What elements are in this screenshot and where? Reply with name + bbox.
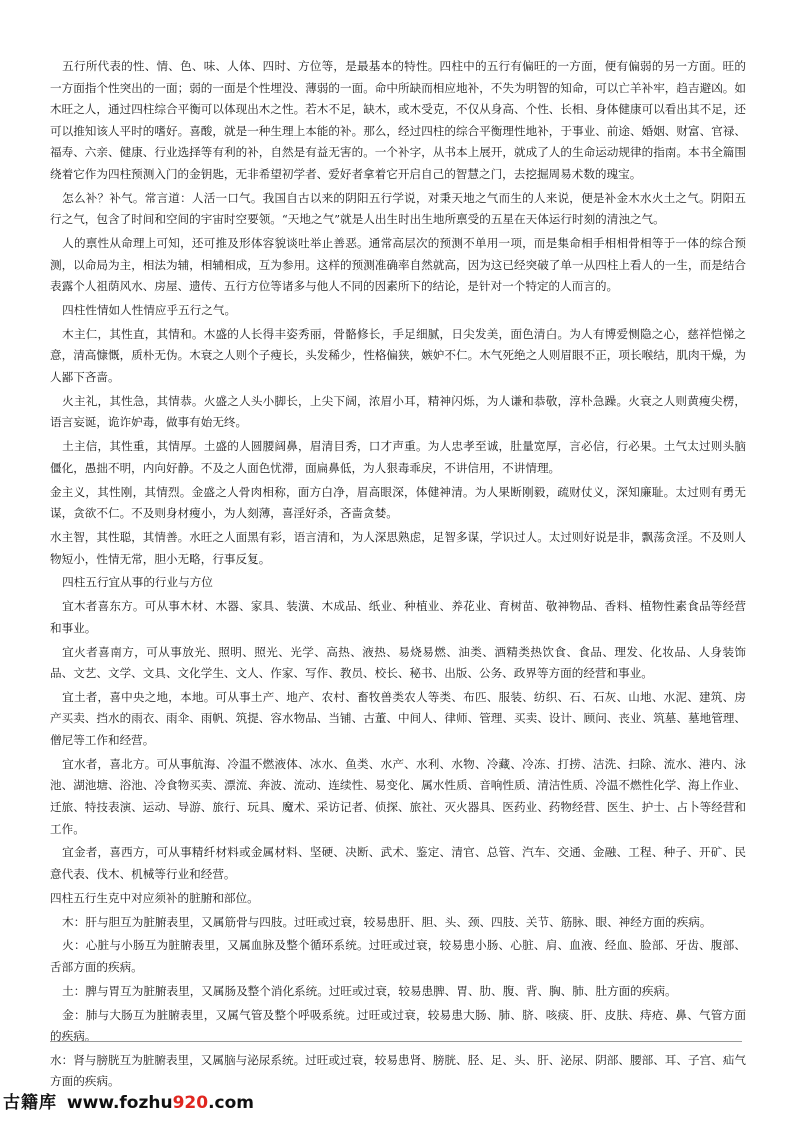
paragraph-water-trade: 宜水者，喜北方。可从事航海、冷温不燃液体、冰水、鱼类、水产、水利、水物、冷藏、冷冻、打捞、洁洗、扫除、流水、港内、泳池、湖池塘、浴池、冷食物买卖、漂流、奔波、流动、连续性、易变化、属水性质、音响性质、清洁性质、冷温不燃性化学、海上作业、迁旅、特技表演、运动、导游、旅行、玩具、魔术、采访记者、侦探、旅社、灭火器具、医药业、药物经营、医生、护士、占卜等经营和工作。 — [50, 756, 746, 836]
url-prefix: www.fozhu — [66, 1093, 173, 1113]
paragraph-wood: 木主仁，其性直，其情和。木盛的人长得丰姿秀丽，骨骼修长，手足细腻，日尖发美，面色清白。为人有博爱恻隐之心，慈祥恺悌之意，清高慷慨，质朴无伪。木衰之人则个子瘦长，头发稀少，性格偏狭，嫉妒不仁。木气死绝之人则眉眼不正，项长喉结，肌肉干燥，为人鄙下吝啬。 — [50, 326, 746, 385]
paragraph: 五行所代表的性、情、色、味、人体、四时、方位等，是最基本的特性。四柱中的五行有偏旺的一方面，便有偏弱的另一方面。旺的一方面指个性突出的一面；弱的一面是个性埋没、薄弱的一面。命中所缺而相应地补，不失为明智的知命，可以亡羊补牢，趋吉避凶。如木旺之人，通过四柱综合平衡可以体现出木之性。若木不足，缺木，或木受克，不仅从身高、个性、长相、身体健康可以看出其不足，还可以推知该人平时的嗜好。喜酸，就是一种生理上本能的补。那么，经过四柱的综合平衡理性地补，于事业、前途、婚姻、财富、官禄、福寿、六亲、健康、行业选择等有利的补，自然是有益无害的。一个补字，从书本上展开，就成了人的生命运动规律的指南。本书全篇围绕着它作为四柱预测入门的金钥匙，无非希望初学者、爱好者拿着它开启自己的智慧之门，去挖掘周易术数的瑰宝。 — [50, 59, 746, 181]
paragraph-earth: 土主信，其性重，其情厚。土盛的人圆腰阔鼻，眉清目秀，口才声重。为人忠孝至诚，肚量宽厚，言必信，行必果。土气太过则头脑僵化，愚拙不明，内向好静。不及之人面色忧滞，面扁鼻低，为人狠毒乖戾，不讲信用，不讲情理。 — [50, 439, 746, 475]
paragraph-metal: 金主义，其性刚，其情烈。金盛之人骨肉相称，面方白净，眉高眼深，体健神清。为人果断刚毅，疏财仗义，深知廉耻。太过则有勇无谋，贪欲不仁。不及则身材瘦小，为人刻薄，喜淫好杀，吝啬贪婪。 — [50, 484, 746, 521]
paragraph: 怎么补？补气。常言道：人活一口气。我国自古以来的阴阳五行学说，对秉天地之气而生的人来说，便是补金木水火土之气。阴阳五行之气，包含了时间和空间的宇宙时空要领。“天地之气”就是人出生时出生地所禀受的五星在天体运行时刻的清浊之气。 — [50, 190, 746, 227]
paragraph-earth-organs: 土：脾与胃互为脏腑表里，又属肠及整个消化系统。过旺或过衰，较易患脾、胃、肋、腹、背、胸、肺、肚方面的疾病。 — [62, 983, 677, 998]
paragraph-fire-organs: 火：心脏与小肠互为脏腑表里，又属血脉及整个循环系统。过旺或过衰，较易患小肠、心脏、肩、血液、经血、脸部、牙齿、腹部、舌部方面的疾病。 — [50, 938, 746, 974]
paragraph-wood-trade: 宜木者喜东方。可从事木材、木器、家具、装潢、木成品、纸业、种植业、养花业、育树苗、敬神物品、香料、植物性素食品等经营和事业。 — [50, 599, 746, 635]
paragraph-fire: 火主礼，其性急，其情恭。火盛之人头小脚长，上尖下阔，浓眉小耳，精神闪烁，为人谦和恭敬，淳朴急躁。火衰之人则黄瘦尖楞，语言妄诞，诡诈妒毒，做事有始无终。 — [50, 393, 746, 430]
url-suffix: .com — [208, 1093, 255, 1113]
paragraph-fire-trade: 宜火者喜南方，可从事放光、照明、照光、光学、高热、液热、易烧易燃、油类、酒精类热饮食、食品、理发、化妆品、人身装饰品、文艺、文学、文具、文化学生、文人、作家、写作、教员、校长、秘书、出版、公务、政界等方面的经营和事业。 — [50, 644, 746, 681]
paragraph-metal-trade: 宜金者，喜西方，可从事精纤材料或金属材料、坚硬、决断、武术、鉴定、清官、总管、汽车、交通、金融、工程、种子、开矿、民意代表、伐木、机械等行业和经营。 — [50, 845, 746, 881]
site-name: 古籍库 — [3, 1093, 57, 1113]
document-body — [50, 56, 746, 1095]
footer-divider — [50, 1041, 742, 1042]
paragraph-wood-organs: 木：肝与胆互为脏腑表里，又属筋骨与四肢。过旺或过衰，较易患肝、胆、头、颈、四肢、关节、筋脉、眼、神经方面的疾病。 — [62, 914, 712, 929]
paragraph-metal-organs: 金：肺与大肠互为脏腑表里，又属气管及整个呼吸系统。过旺或过衰，较易患大肠、肺、脐、咳痰、肝、皮肤、痔疮、鼻、气管方面的疾病。 — [50, 1007, 746, 1044]
paragraph-earth-trade: 宜土者，喜中央之地，本地。可从事土产、地产、农村、畜牧兽类农人等类、布匹、服装、纺织、石、石灰、山地、水泥、建筑、房产买卖、挡水的雨衣、雨伞、雨帆、筑提、容水物品、当铺、古董、中间人、律师、管理、买卖、设计、顾问、丧业、筑墓、墓地管理、僧尼等工作和经营。 — [50, 689, 746, 748]
section-heading: 四柱五行宜从事的行业与方位 — [62, 575, 213, 590]
paragraph-water-organs: 水：肾与膀胱互为脏腑表里，又属脑与泌尿系统。过旺或过衰，较易患肾、膀胱、胫、足、头、肝、泌尿、阴部、腰部、耳、子宫、疝气方面的疾病。 — [50, 1052, 746, 1089]
site-url[interactable] — [67, 1093, 254, 1113]
section-heading: 四柱性情如人性情应乎五行之气。 — [62, 303, 237, 318]
url-number: 920 — [172, 1093, 209, 1113]
paragraph: 人的禀性从命理上可知，还可推及形体容貌谈吐举止善恶。通常高层次的预测不单用一项，而是集命相手相相骨相等于一体的综合预测，以命局为主，相法为辅，相辅相成，互为参用。这样的预测准确率自然就高，因为这已经突破了单一从四柱上看人的一生，而是结合表露个人祖荫风水、房屋、遗传、五行方位等诸多与他人不同的因素所下的结论，是针对一个特定的人而言的。 — [50, 236, 746, 294]
site-footer — [3, 1088, 254, 1113]
paragraph-water: 水主智，其性聪，其情善。水旺之人面黑有彩，语言清和，为人深思熟虑，足智多谋，学识过人。太过则好说是非，飘荡贪淫。不及则人物短小，性情无常，胆小无略，行事反复。 — [50, 529, 746, 566]
section-heading: 四柱五行生克中对应须补的脏腑和部位。 — [50, 890, 259, 905]
